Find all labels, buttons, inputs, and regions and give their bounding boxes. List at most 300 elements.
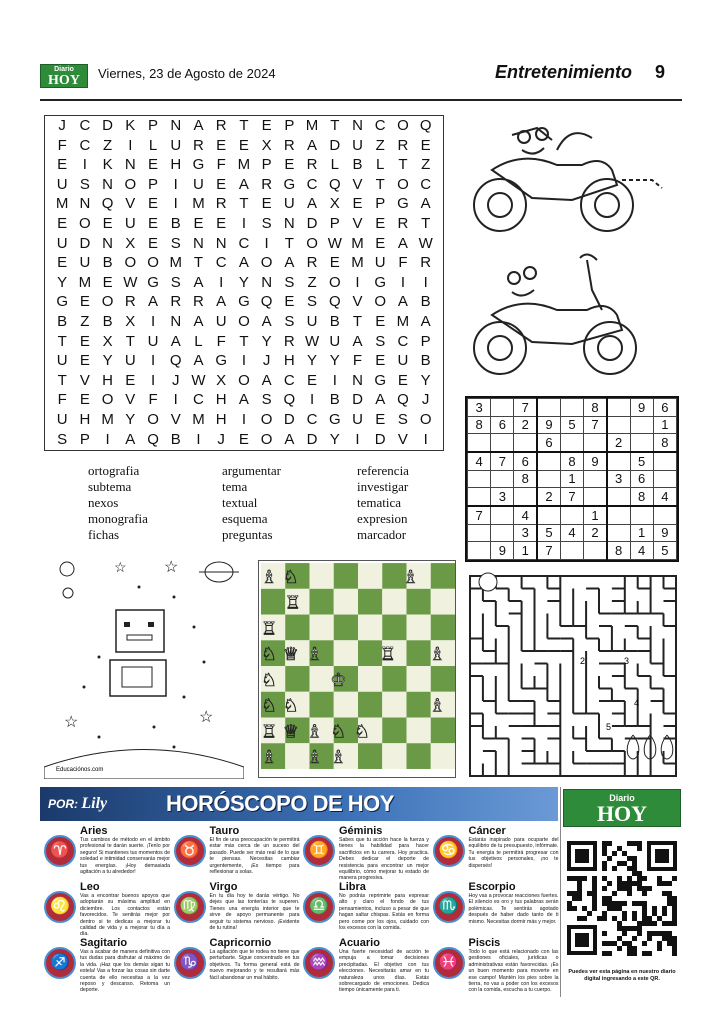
sign-text: Vas a encontrar buenos apoyos que adoptarán su máxima amplitud en diciembre. Los contactos están favorecidos. Te sentirás mejor por dentro si te dedicas a mejorar tu calidad de vida y a mejorar tu día a día. (80, 893, 170, 938)
word-search-letter: Y (307, 352, 318, 370)
word-search-letter: I (82, 156, 87, 174)
chess-rook-icon: ♖ (379, 644, 396, 665)
word-search-row (45, 390, 443, 410)
word-search-letter: A (238, 175, 249, 193)
qr-module (672, 901, 677, 906)
word-search-letter: X (329, 195, 340, 213)
word-search-letter: P (420, 332, 431, 350)
word-list-item: argumentar (222, 463, 281, 478)
word-search-letter: R (306, 254, 318, 272)
chess-square (382, 692, 406, 718)
sudoku-cell (584, 542, 607, 560)
word-search-letter: P (284, 117, 295, 134)
qr-module (617, 921, 622, 926)
word-search-letter: N (102, 234, 113, 252)
word-search-letter: U (56, 352, 68, 370)
word-search-letter: P (148, 117, 159, 134)
chess-bishop-icon: ♗ (306, 644, 323, 665)
qr-module (642, 911, 647, 916)
horoscope-sign-5 (172, 881, 300, 937)
chess-king-icon: ♔ (330, 669, 347, 690)
word-search-letter: U (124, 214, 136, 232)
qr-module (612, 891, 617, 896)
word-search-letter: M (78, 273, 92, 291)
word-search-letter: H (79, 410, 91, 428)
word-search-letter: M (351, 234, 364, 252)
sudoku-cell (468, 524, 491, 542)
word-search-letter: L (194, 332, 203, 350)
chess-square (382, 615, 406, 641)
sudoku-cell (630, 416, 653, 434)
word-search-letter: I (423, 430, 428, 448)
qr-module (627, 886, 632, 891)
word-search-letter: P (329, 214, 340, 232)
word-search-letter: E (284, 156, 295, 174)
chess-knight-icon: ♘ (330, 721, 347, 742)
qr-module (667, 931, 672, 936)
sudoku-cell: 3 (514, 524, 537, 542)
qr-module (592, 881, 597, 886)
maze-puzzle (468, 570, 680, 778)
word-list-column-2 (222, 463, 281, 543)
word-search-letter: I (105, 430, 110, 448)
word-search-letter: C (420, 175, 432, 193)
qr-module (627, 926, 632, 931)
word-search-letter: A (375, 391, 386, 409)
word-search-letter: O (101, 293, 114, 311)
word-search-letter: P (79, 430, 90, 448)
word-search-letter: O (419, 410, 432, 428)
chess-square (358, 666, 382, 692)
word-list-item: marcador (357, 527, 407, 542)
word-search-letter: T (284, 234, 294, 252)
qr-module (637, 881, 642, 886)
chess-bishop-icon: ♗ (306, 721, 323, 742)
qr-module (632, 841, 637, 846)
word-search-letter: X (216, 371, 227, 389)
word-search-letter: E (375, 410, 386, 428)
zodiac-icon: ♐ (44, 947, 76, 979)
word-search-letter: R (397, 214, 409, 232)
word-search-letter: H (215, 410, 227, 428)
word-search-letter: R (215, 117, 227, 134)
qr-module (672, 916, 677, 921)
sudoku-cell: 7 (514, 399, 537, 417)
qr-module (602, 911, 607, 916)
qr-module (657, 876, 662, 881)
word-search-letter: R (261, 175, 273, 193)
zodiac-icon: ♏ (433, 891, 465, 923)
sudoku-cell: 1 (653, 416, 676, 434)
qr-module (672, 941, 677, 946)
qr-module (642, 951, 647, 956)
qr-code[interactable] (567, 841, 677, 959)
qr-module (672, 946, 677, 951)
newspaper-logo: Diario HOY (40, 64, 88, 88)
word-search-letter: E (397, 371, 408, 389)
qr-module (602, 876, 607, 881)
sudoku-cell (491, 524, 514, 542)
horoscope-sign-8 (42, 937, 170, 993)
qr-module (592, 901, 597, 906)
star-icon: ☆ (164, 559, 179, 576)
qr-module (617, 861, 622, 866)
chess-knight-icon: ♘ (282, 566, 299, 587)
horoscope-section (40, 787, 559, 994)
sudoku-cell: 6 (514, 452, 537, 470)
word-search-letter: E (79, 332, 90, 350)
sudoku-cell: 6 (537, 434, 560, 452)
word-search-letter: L (330, 156, 339, 174)
maze-label: 2 (580, 656, 586, 666)
word-search-letter: O (124, 254, 137, 272)
sudoku-cell: 4 (468, 452, 491, 470)
qr-finder (575, 933, 589, 947)
qr-module (632, 901, 637, 906)
word-search-letter: U (306, 312, 318, 330)
qr-module (592, 876, 597, 881)
word-search-letter: S (375, 332, 386, 350)
qr-module (652, 931, 657, 936)
word-search-letter: A (193, 273, 204, 291)
sudoku-cell: 5 (630, 452, 653, 470)
word-search-letter: Z (307, 273, 317, 291)
word-search-letter: N (283, 214, 295, 232)
sign-name: Leo (80, 881, 100, 893)
word-search-row (45, 410, 443, 430)
word-search-letter: X (102, 332, 113, 350)
sudoku-cell: 8 (560, 452, 583, 470)
word-search-letter: I (309, 391, 315, 409)
word-search-letter: E (216, 175, 227, 193)
issue-date: Viernes, 23 de Agosto de 2024 (98, 66, 276, 81)
chess-square (406, 640, 430, 666)
word-list-item: esquema (222, 511, 268, 526)
chess-square (406, 615, 430, 641)
word-search-letter: B (420, 352, 431, 370)
word-search-letter: Q (397, 391, 409, 409)
word-search-letter: Y (329, 430, 340, 448)
qr-module (632, 911, 637, 916)
word-search-letter: U (374, 254, 386, 272)
sudoku-row (468, 470, 677, 488)
word-search-letter: G (147, 273, 159, 291)
sudoku-cell: 6 (491, 416, 514, 434)
word-search-letter: D (79, 234, 91, 252)
word-search-letter: E (79, 391, 90, 409)
word-search-letter: B (170, 430, 181, 448)
sign-name: Escorpio (468, 881, 516, 893)
astronaut-head (116, 610, 164, 652)
sign-name: Cáncer (468, 825, 506, 837)
word-search-letter: G (328, 410, 341, 428)
sudoku-cell: 9 (491, 542, 514, 560)
word-search-letter: A (397, 293, 408, 311)
qr-module (617, 906, 622, 911)
chess-rook-icon: ♖ (260, 721, 277, 742)
chess-square (358, 743, 382, 769)
sign-text: La agitación que te rodea no tiene que perturbarte. Sigue concentrado en tus objetivos. Tu forma general está de nuevo mejorando y te resultará más fácil abandonar un mal hábito. (209, 949, 300, 981)
chess-square (309, 589, 333, 615)
sudoku-cell: 8 (514, 470, 537, 488)
word-search-letter: G (215, 352, 228, 370)
qr-module (622, 901, 627, 906)
qr-module (657, 941, 662, 946)
qr-module (617, 876, 622, 881)
chess-puzzle-board (258, 560, 456, 778)
word-search-letter: O (238, 312, 250, 330)
qr-module (632, 926, 637, 931)
qr-module (627, 876, 632, 881)
chess-square (309, 563, 333, 589)
qr-module (657, 916, 662, 921)
sudoku-cell: 6 (653, 399, 676, 417)
qr-module (642, 901, 647, 906)
word-search-letter: V (352, 175, 363, 193)
sudoku-cell: 5 (537, 524, 560, 542)
qr-module (572, 896, 577, 901)
sudoku-cell (630, 506, 653, 524)
qr-module (632, 871, 637, 876)
zodiac-icon: ♒ (303, 947, 335, 979)
qr-module (622, 931, 627, 936)
word-search-letter: Z (80, 312, 90, 330)
sign-text: Todo lo que está relacionado con las gestiones oficiales, jurídicas o administrativas están favorecidas. ¡Es un buen momento para moverte en ese campo! Mantén los pies sobre la tierra, no vas a poder con los excesos con la comida, escucha a tu cuerpo. (468, 949, 559, 994)
chess-square (431, 666, 455, 692)
qr-module (577, 886, 582, 891)
word-search-letter: T (352, 312, 363, 330)
word-search-letter: D (306, 430, 318, 448)
sudoku-cell (560, 506, 583, 524)
word-search-letter: E (375, 214, 386, 232)
qr-module (652, 911, 657, 916)
word-search-letter: W (304, 332, 320, 350)
word-search-letter: Z (421, 156, 431, 174)
word-search-letter: P (375, 195, 386, 213)
qr-module (572, 906, 577, 911)
qr-finder (575, 849, 589, 863)
moon-surface (44, 750, 244, 780)
word-search-letter: U (170, 136, 182, 154)
word-search-letter: P (148, 175, 159, 193)
qr-caption: Puedes ver esta página en nuestro diario digital ingresando a este QR. (568, 969, 676, 982)
word-search-letter: A (125, 430, 136, 448)
qr-module (647, 916, 652, 921)
chess-square (285, 615, 309, 641)
sign-name: Géminis (339, 825, 383, 837)
sudoku-cell (607, 399, 630, 417)
qr-module (622, 886, 627, 891)
page-number: 9 (655, 62, 666, 82)
word-search-letter: R (193, 293, 204, 311)
qr-module (572, 891, 577, 896)
word-search-letter: D (352, 391, 363, 409)
word-list-item: ortografia (88, 463, 140, 478)
sudoku-row (468, 488, 677, 506)
chess-knight-icon: ♘ (260, 669, 277, 690)
sudoku-cell: 7 (491, 452, 514, 470)
word-search-letter: K (125, 117, 136, 134)
qr-module (637, 846, 642, 851)
word-search-letter: J (171, 371, 180, 389)
qr-module (657, 881, 662, 886)
word-search-letter: N (102, 175, 113, 193)
qr-module (602, 896, 607, 901)
word-search-letter: A (193, 312, 204, 330)
sign-text: Sabes que tu acción hace la fuerza y tienes la habilidad para hacer sacrificios en tu carrera. Hoy practica. Debes dedicar el deporte de resistencia para encontrar un mejor equilibrio, cómo mejorar tu estado de manera progresiva. (339, 837, 429, 882)
word-search-letter: T (239, 117, 249, 134)
word-search-letter: R (420, 254, 432, 272)
word-search-letter: V (79, 371, 90, 389)
word-search-letter: F (57, 391, 67, 409)
sudoku-cell (607, 452, 630, 470)
chess-bishop-icon: ♗ (260, 747, 277, 768)
chess-knight-icon: ♘ (260, 644, 277, 665)
motorcycle-drawings (462, 110, 682, 390)
zodiac-icon: ♌ (44, 891, 76, 923)
sudoku-cell: 2 (607, 434, 630, 452)
word-search-letter: C (306, 410, 318, 428)
sign-name: Virgo (209, 881, 238, 893)
word-search-letter: I (241, 214, 246, 232)
sudoku-cell (468, 488, 491, 506)
word-search-letter: A (284, 254, 295, 272)
sudoku-cell (491, 434, 514, 452)
word-search-letter: R (397, 136, 409, 154)
word-search-letter: E (102, 214, 113, 232)
word-search-letter: O (101, 391, 114, 409)
qr-module (647, 951, 652, 956)
word-search-letter: N (193, 234, 204, 252)
word-search-letter: E (148, 214, 159, 232)
qr-module (577, 891, 582, 896)
zodiac-icon: ♋ (433, 835, 465, 867)
word-search-letter: O (260, 430, 273, 448)
qr-module (602, 916, 607, 921)
horoscope-banner (40, 787, 558, 821)
word-search-letter: C (79, 136, 91, 154)
qr-module (582, 876, 587, 881)
word-search-letter: V (125, 195, 136, 213)
chess-rook-icon: ♖ (284, 592, 301, 613)
word-search-letter: K (102, 156, 113, 174)
qr-module (637, 901, 642, 906)
word-search-letter: A (193, 117, 204, 134)
word-search-letter: T (239, 332, 249, 350)
word-search-letter: Y (125, 410, 136, 428)
word-search-letter: A (238, 391, 249, 409)
word-search-letter: A (307, 195, 318, 213)
star-icon: ☆ (64, 714, 79, 731)
word-search-letter: Q (260, 293, 273, 311)
chess-square (358, 563, 382, 589)
qr-module (607, 906, 612, 911)
word-search-letter: C (238, 234, 250, 252)
sign-name: Acuario (339, 937, 380, 949)
word-search-letter: Q (147, 430, 159, 448)
chess-square (334, 692, 358, 718)
word-search-letter: D (306, 214, 318, 232)
qr-newspaper-logo: Diario HOY (563, 789, 681, 827)
dots-credit: Educaciónos.com (56, 767, 104, 773)
word-search-letter: U (352, 136, 363, 154)
chess-square (309, 615, 333, 641)
qr-finder (655, 849, 669, 863)
qr-module (577, 876, 582, 881)
word-list-item: monografia (88, 511, 148, 526)
word-search-grid (44, 115, 444, 451)
sign-text: En tu día hoy te darás vértigo. No dejes que las tonterías te superen. Tienes una energía interior que te sirve de apoyo permanente para seguir tu sistema nervioso. ¡Evidente de tu rutina! (209, 893, 300, 932)
qr-module (622, 916, 627, 921)
word-search-letter: G (374, 371, 387, 389)
word-search-letter: Z (375, 136, 385, 154)
sudoku-puzzle (465, 396, 679, 562)
qr-module (617, 886, 622, 891)
word-search-letter: B (102, 254, 113, 272)
qr-module (627, 941, 632, 946)
word-list-item: tematica (357, 495, 402, 510)
qr-module (662, 921, 667, 926)
word-search-letter: S (57, 430, 68, 448)
sudoku-cell: 2 (584, 524, 607, 542)
sudoku-cell: 7 (537, 542, 560, 560)
sudoku-row (468, 434, 677, 452)
qr-module (612, 906, 617, 911)
word-search-row (45, 332, 443, 352)
qr-module (642, 906, 647, 911)
sudoku-row (468, 399, 677, 417)
word-search-letter: O (260, 254, 273, 272)
word-search-letter: F (148, 391, 158, 409)
word-search-letter: S (307, 293, 318, 311)
word-search-letter: U (56, 234, 68, 252)
word-search-letter: T (330, 117, 340, 134)
sudoku-cell (468, 434, 491, 452)
qr-module (627, 866, 632, 871)
word-search-letter: A (352, 332, 363, 350)
sudoku-cell: 1 (584, 506, 607, 524)
sudoku-cell: 7 (560, 488, 583, 506)
sudoku-row (468, 506, 677, 524)
qr-module (647, 886, 652, 891)
chess-square (309, 692, 333, 718)
word-search-letter: N (79, 195, 91, 213)
sudoku-cell: 8 (607, 542, 630, 560)
qr-module (667, 896, 672, 901)
chess-knight-icon: ♘ (354, 721, 370, 742)
sudoku-cell (537, 399, 560, 417)
sudoku-cell: 6 (630, 470, 653, 488)
sudoku-cell: 8 (584, 399, 607, 417)
sudoku-cell (537, 470, 560, 488)
sudoku-cell: 4 (653, 488, 676, 506)
chess-square (261, 589, 285, 615)
word-search-letter: C (215, 254, 227, 272)
horoscope-sign-7 (431, 881, 559, 937)
qr-module (602, 841, 607, 846)
chess-bishop-icon: ♗ (402, 566, 419, 587)
word-search-row (45, 351, 443, 371)
word-search-row (45, 371, 443, 391)
word-search-letter: A (420, 195, 431, 213)
horoscope-sign-6 (301, 881, 429, 937)
word-search-letter: E (307, 371, 318, 389)
word-search-letter: Q (101, 195, 114, 213)
qr-module (642, 891, 647, 896)
word-search-letter: N (215, 234, 227, 252)
qr-module (602, 901, 607, 906)
qr-module (577, 916, 582, 921)
